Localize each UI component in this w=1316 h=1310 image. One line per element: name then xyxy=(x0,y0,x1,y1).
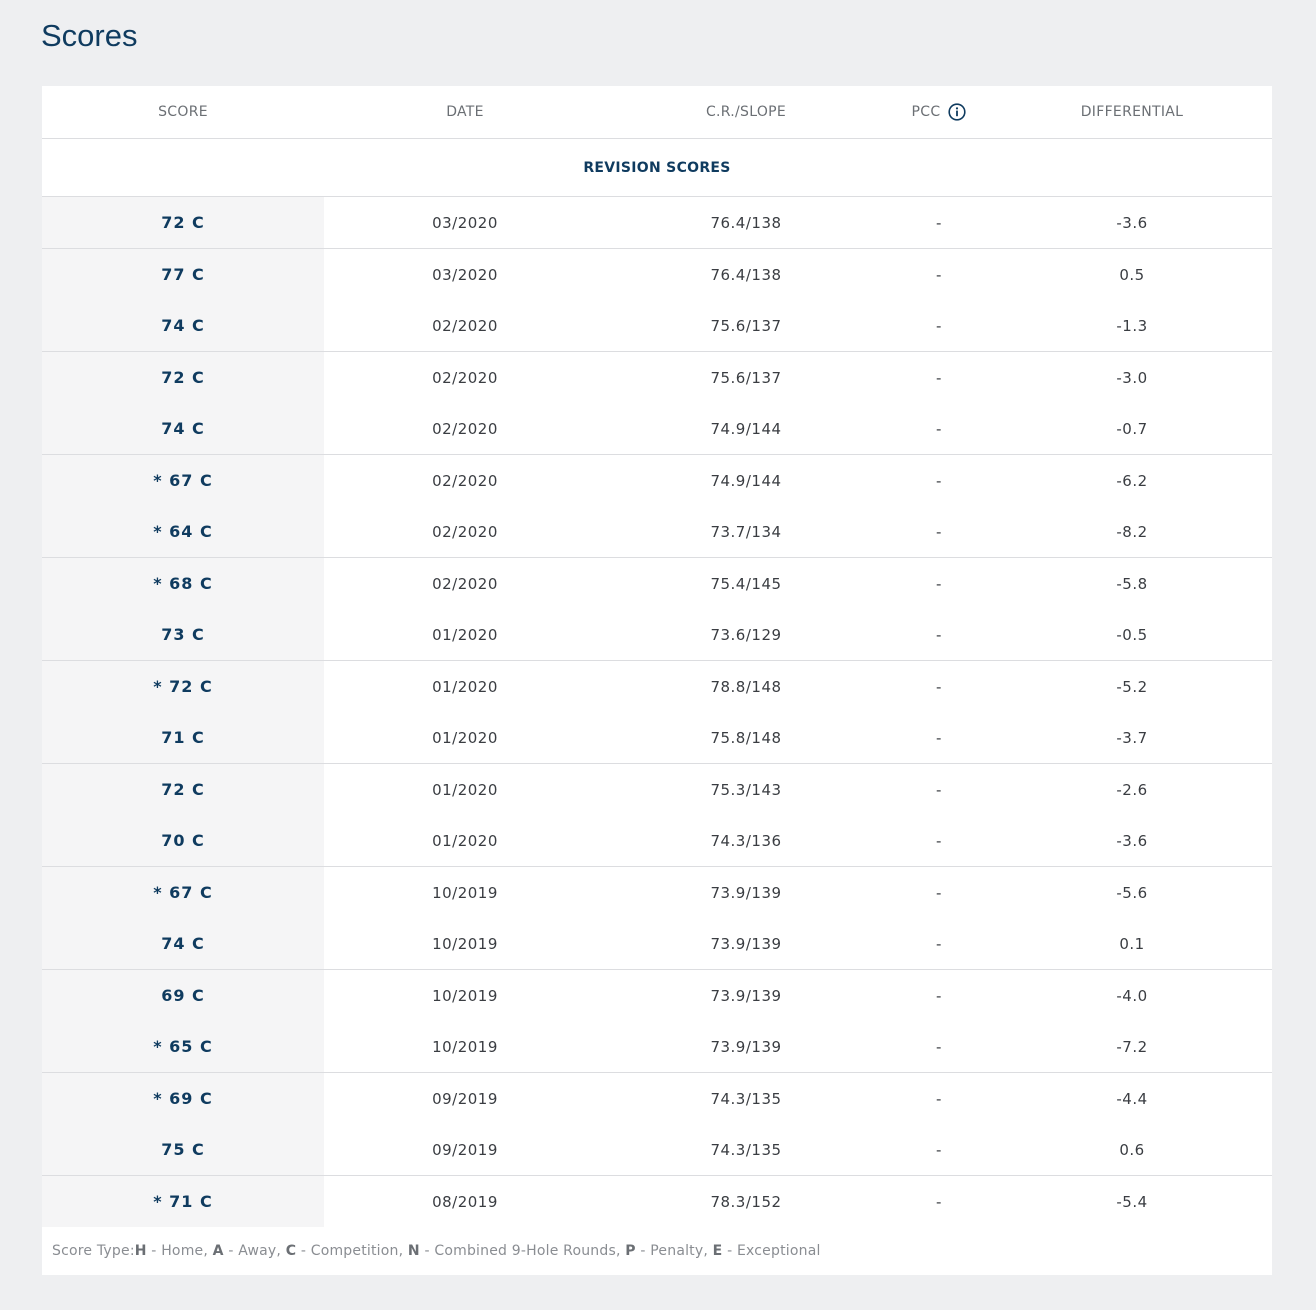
pcc-cell: - xyxy=(936,883,942,902)
header-differential: DIFFERENTIAL xyxy=(1080,104,1184,120)
pcc-cell: - xyxy=(936,677,942,696)
score-cell: 77 C xyxy=(42,249,324,300)
pcc-cell: - xyxy=(936,1089,942,1108)
date-cell: 01/2020 xyxy=(432,677,498,696)
legend-label: - Home, xyxy=(146,1243,213,1259)
legend-label: - Combined 9-Hole Rounds, xyxy=(419,1243,626,1259)
legend-label: - Away, xyxy=(223,1243,286,1259)
cr-slope-cell: 73.7/134 xyxy=(710,522,782,541)
date-cell: 03/2020 xyxy=(432,265,498,284)
legend-code: P xyxy=(625,1243,636,1259)
pcc-cell: - xyxy=(936,1037,942,1056)
pcc-cell: - xyxy=(936,419,942,438)
table-row xyxy=(42,1175,1272,1227)
table-row xyxy=(42,969,1272,1021)
differential-cell: -0.5 xyxy=(1116,625,1148,644)
cr-slope-cell: 73.9/139 xyxy=(710,883,782,902)
table-row xyxy=(42,866,1272,918)
pcc-cell: - xyxy=(936,780,942,799)
differential-cell: -2.6 xyxy=(1116,780,1148,799)
cr-slope-cell: 73.9/139 xyxy=(710,1037,782,1056)
cr-slope-cell: 76.4/138 xyxy=(710,213,782,232)
cr-slope-cell: 74.3/135 xyxy=(710,1140,782,1159)
score-cell: * 72 C xyxy=(42,661,324,712)
date-cell: 01/2020 xyxy=(432,728,498,747)
pcc-cell: - xyxy=(936,316,942,335)
score-cell: * 64 C xyxy=(42,506,324,557)
table-row xyxy=(42,557,1272,609)
legend-code: N xyxy=(407,1243,420,1259)
cr-slope-cell: 76.4/138 xyxy=(710,265,782,284)
pcc-cell: - xyxy=(936,265,942,284)
score-cell: 72 C xyxy=(42,764,324,815)
table-row xyxy=(42,712,1272,763)
differential-cell: -4.4 xyxy=(1116,1089,1148,1108)
date-cell: 09/2019 xyxy=(432,1089,498,1108)
pcc-cell: - xyxy=(936,625,942,644)
score-cell: * 67 C xyxy=(42,455,324,506)
differential-cell: -3.6 xyxy=(1116,831,1148,850)
pcc-cell: - xyxy=(936,934,942,953)
cr-slope-cell: 74.3/135 xyxy=(710,1089,782,1108)
date-cell: 09/2019 xyxy=(432,1140,498,1159)
legend-code: C xyxy=(285,1243,297,1259)
date-cell: 10/2019 xyxy=(432,1037,498,1056)
cr-slope-cell: 74.3/136 xyxy=(710,831,782,850)
differential-cell: -3.7 xyxy=(1116,728,1148,747)
table-body xyxy=(42,197,1272,1227)
table-row xyxy=(42,300,1272,351)
differential-cell: -1.3 xyxy=(1116,316,1148,335)
differential-cell: -5.2 xyxy=(1116,677,1148,696)
differential-cell: -4.0 xyxy=(1116,986,1148,1005)
differential-cell: -3.6 xyxy=(1116,213,1148,232)
legend-code: A xyxy=(212,1243,224,1259)
score-cell: * 65 C xyxy=(42,1021,324,1072)
date-cell: 10/2019 xyxy=(432,934,498,953)
cr-slope-cell: 74.9/144 xyxy=(710,471,782,490)
date-cell: 02/2020 xyxy=(432,522,498,541)
differential-cell: -3.0 xyxy=(1116,368,1148,387)
score-cell: 75 C xyxy=(42,1124,324,1175)
scores-table xyxy=(42,86,1272,1275)
score-type-legend xyxy=(42,1227,1272,1275)
table-row xyxy=(42,660,1272,712)
table-row xyxy=(42,815,1272,866)
differential-cell: 0.5 xyxy=(1119,265,1145,284)
cr-slope-cell: 74.9/144 xyxy=(710,419,782,438)
pcc-cell: - xyxy=(936,831,942,850)
cr-slope-cell: 75.3/143 xyxy=(710,780,782,799)
header-cr-slope: C.R./SLOPE xyxy=(705,104,787,120)
score-cell: 72 C xyxy=(42,352,324,403)
score-cell: * 67 C xyxy=(42,867,324,918)
table-row xyxy=(42,609,1272,660)
score-cell: * 71 C xyxy=(42,1176,324,1227)
date-cell: 01/2020 xyxy=(432,780,498,799)
header-date: DATE xyxy=(446,104,484,120)
score-cell: * 69 C xyxy=(42,1073,324,1124)
pcc-cell: - xyxy=(936,522,942,541)
date-cell: 02/2020 xyxy=(432,471,498,490)
date-cell: 10/2019 xyxy=(432,883,498,902)
score-cell: 74 C xyxy=(42,403,324,454)
cr-slope-cell: 73.9/139 xyxy=(710,934,782,953)
legend-code: H xyxy=(134,1243,147,1259)
pcc-cell: - xyxy=(936,986,942,1005)
score-cell: * 68 C xyxy=(42,558,324,609)
section-title: REVISION SCORES xyxy=(42,139,1272,197)
table-row xyxy=(42,1072,1272,1124)
differential-cell: -8.2 xyxy=(1116,522,1148,541)
date-cell: 08/2019 xyxy=(432,1192,498,1211)
score-cell: 71 C xyxy=(42,712,324,763)
cr-slope-cell: 75.6/137 xyxy=(710,316,782,335)
score-cell: 74 C xyxy=(42,918,324,969)
cr-slope-cell: 78.3/152 xyxy=(710,1192,782,1211)
cr-slope-cell: 75.6/137 xyxy=(710,368,782,387)
pcc-cell: - xyxy=(936,1192,942,1211)
table-row xyxy=(42,454,1272,506)
date-cell: 02/2020 xyxy=(432,368,498,387)
legend-label: - Competition, xyxy=(296,1243,408,1259)
header-pcc-label: PCC xyxy=(911,104,941,120)
header-score: SCORE xyxy=(158,104,208,120)
differential-cell: -5.6 xyxy=(1116,883,1148,902)
header-pcc xyxy=(886,103,992,121)
differential-cell: -7.2 xyxy=(1116,1037,1148,1056)
differential-cell: 0.6 xyxy=(1119,1140,1145,1159)
legend-items xyxy=(135,1243,821,1259)
score-cell: 69 C xyxy=(42,970,324,1021)
date-cell: 01/2020 xyxy=(432,625,498,644)
pcc-cell: - xyxy=(936,728,942,747)
differential-cell: 0.1 xyxy=(1119,934,1145,953)
pcc-cell: - xyxy=(936,574,942,593)
table-row xyxy=(42,351,1272,403)
differential-cell: -5.4 xyxy=(1116,1192,1148,1211)
pcc-cell: - xyxy=(936,1140,942,1159)
differential-cell: -0.7 xyxy=(1116,419,1148,438)
table-row xyxy=(42,506,1272,557)
pcc-cell: - xyxy=(936,471,942,490)
score-cell: 70 C xyxy=(42,815,324,866)
differential-cell: -6.2 xyxy=(1116,471,1148,490)
pcc-cell: - xyxy=(936,213,942,232)
table-row xyxy=(42,403,1272,454)
page-title: Scores xyxy=(41,18,138,53)
date-cell: 02/2020 xyxy=(432,316,498,335)
cr-slope-cell: 75.4/145 xyxy=(710,574,782,593)
score-cell: 73 C xyxy=(42,609,324,660)
date-cell: 02/2020 xyxy=(432,419,498,438)
score-cell: 72 C xyxy=(42,197,324,248)
cr-slope-cell: 73.6/129 xyxy=(710,625,782,644)
pcc-cell: - xyxy=(936,368,942,387)
date-cell: 01/2020 xyxy=(432,831,498,850)
legend-code: E xyxy=(712,1243,723,1259)
legend-prefix: Score Type: xyxy=(52,1243,135,1259)
differential-cell: -5.8 xyxy=(1116,574,1148,593)
table-row xyxy=(42,248,1272,300)
date-cell: 02/2020 xyxy=(432,574,498,593)
cr-slope-cell: 78.8/148 xyxy=(710,677,782,696)
table-row xyxy=(42,1021,1272,1072)
table-row xyxy=(42,918,1272,969)
info-circle-icon[interactable] xyxy=(948,103,966,121)
date-cell: 03/2020 xyxy=(432,213,498,232)
table-row xyxy=(42,1124,1272,1175)
table-header xyxy=(42,86,1272,139)
table-row xyxy=(42,763,1272,815)
table-row xyxy=(42,197,1272,248)
score-cell: 74 C xyxy=(42,300,324,351)
date-cell: 10/2019 xyxy=(432,986,498,1005)
legend-label: - Penalty, xyxy=(635,1243,713,1259)
legend-label: - Exceptional xyxy=(722,1243,821,1259)
cr-slope-cell: 73.9/139 xyxy=(710,986,782,1005)
cr-slope-cell: 75.8/148 xyxy=(710,728,782,747)
